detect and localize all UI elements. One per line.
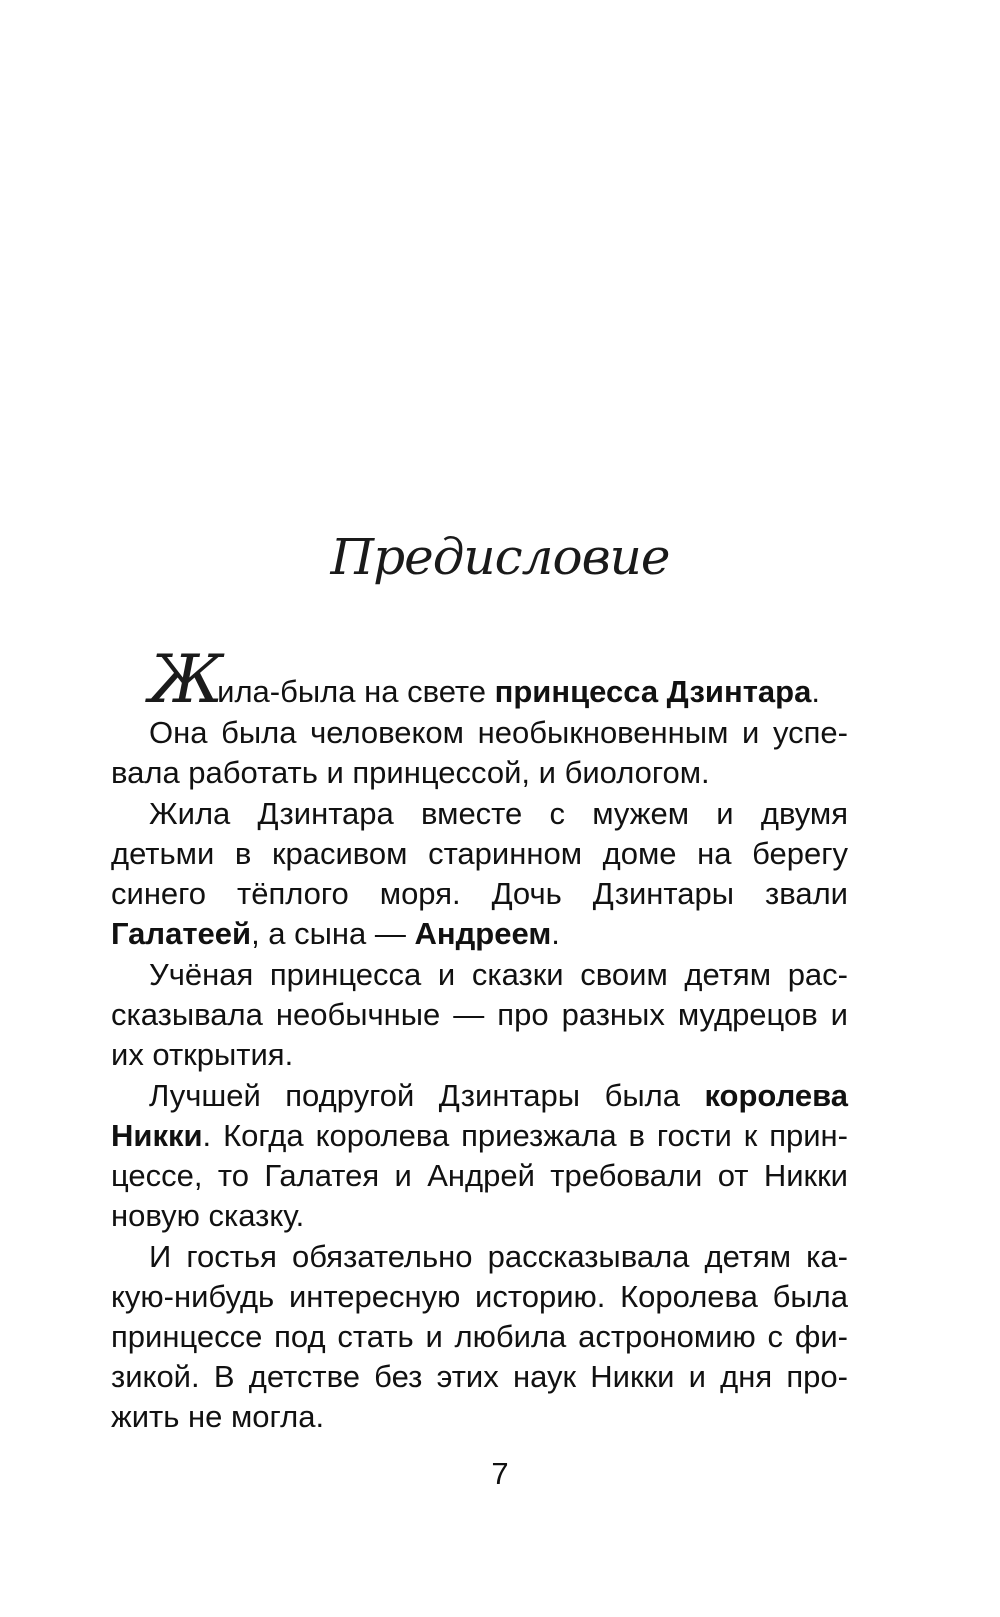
paragraph-4-end: . Когда королева приезжала в гости к принцессе, то Галатея и Андрей требовали от Никки новую сказку.: [111, 1118, 848, 1233]
paragraph-2-bold-2: Андреем: [414, 916, 552, 951]
paragraph-2-text: Жила Дзинтара вместе с мужем и двумя детьми в красивом старинном доме на берегу синего тёплого моря. Дочь Дзинтары звали: [111, 796, 848, 911]
page-number: 7: [491, 1456, 509, 1491]
paragraph-1-text: ила-была на свете: [217, 674, 495, 709]
paragraph-2: [111, 794, 848, 954]
paragraph-1b-text: Она была человеком необыкновенным и успевала работать и принцессой, и биологом.: [111, 715, 848, 790]
paragraph-1-bold: принцесса Дзинтара: [494, 674, 812, 709]
paragraph-4-bold: королева Никки: [111, 1078, 848, 1153]
paragraph-2-bold-1: Галатеей: [111, 916, 252, 951]
body-text: [111, 641, 848, 1438]
paragraph-2-end: .: [551, 916, 560, 951]
paragraph-5: [111, 1237, 848, 1437]
chapter-heading: Предисловие: [330, 528, 670, 586]
paragraph-1: [111, 641, 848, 718]
paragraph-5-text: И гостья обязательно рассказывала детям какую-нибудь интересную историю. Королева была принцессе под стать и любила астрономию с физикой. В детстве без этих наук Никки и дня прожить не могла.: [111, 1239, 848, 1434]
paragraph-4: [111, 1076, 848, 1236]
paragraph-2-mid: , а сына —: [251, 916, 415, 951]
paragraph-1-end: .: [811, 674, 820, 709]
paragraph-4-text: Лучшей подругой Дзинтары была: [149, 1078, 705, 1113]
drop-cap: Ж: [149, 641, 218, 718]
paragraph-3: [111, 955, 848, 1075]
paragraph-1b: [111, 713, 848, 793]
paragraph-3-text: Учёная принцесса и сказки своим детям рассказывала необычные — про разных мудрецов и их открытия.: [111, 957, 848, 1072]
